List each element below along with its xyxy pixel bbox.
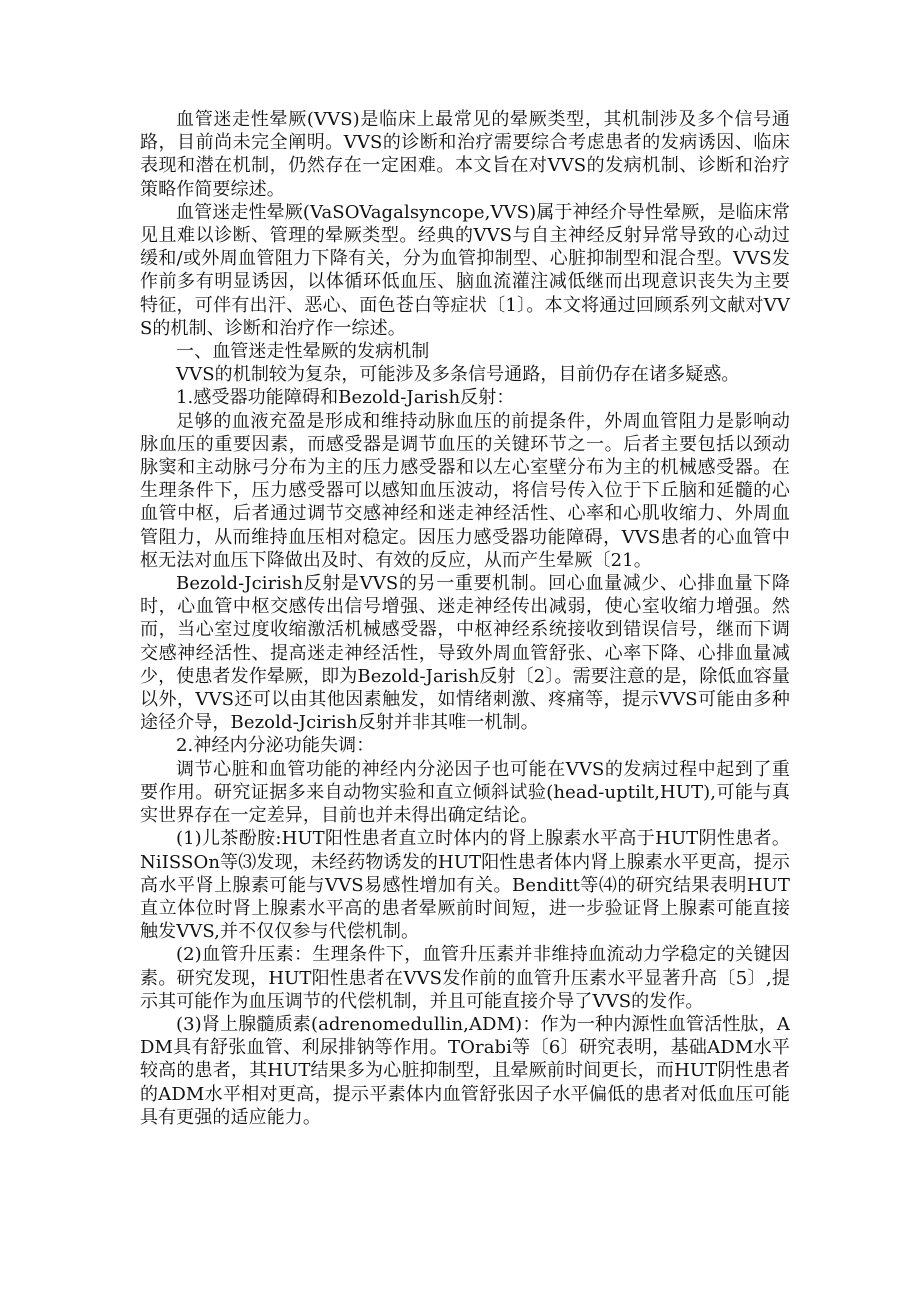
mechanism-intro-paragraph: VVS的机制较为复杂，可能涉及多条信号通路，目前仍存在诸多疑惑。 [176,364,740,386]
document-page [140,108,790,1129]
adrenomedullin-paragraph: (3)肾上腺髓质素(adrenomedullin,ADM)：作为一种内源性血管活性肽，ADM具有舒张血管、利尿排钠等作用。TOrabi等〔6〕研究表明，基础ADM水平较高的患者，其HUT结果多为心脏抑制型，且晕厥前时间更长，而HUT阴性患者的ADM水平相对更高，提示平素体内血管舒张因子水平偏低的患者对低血压可能具有更强的适应能力。 [140,1013,790,1128]
subsection-heading-receptor: 1.感受器功能障碍和Bezold-Jarish反射： [176,387,515,409]
definition-paragraph: 血管迷走性晕厥(VaSOVagalsyncope,VVS)属于神经介导性晕厥，是临床常见且难以诊断、管理的晕厥类型。经典的VVS与自主神经反射异常导致的心动过缓和/或外周血管阻力下降有关，分为血管抑制型、心脏抑制型和混合型。VVS发作前多有明显诱因，以体循环低血压、脑血流灌注减低继而出现意识丧失为主要特征，可伴有出汗、恶心、面色苍白等症状〔1〕。本文将通过回顾系列文献对VVS的机制、诊断和治疗作一综述。 [140,201,790,339]
catecholamine-paragraph: (1)儿茶酚胺:HUT阳性患者直立时体内的肾上腺素水平高于HUT阴性患者。NiISSOn等⑶发现，未经药物诱发的HUT阳性患者体内肾上腺素水平更高，提示高水平肾上腺素可能与VVS易感性增加有关。Benditt等⑷的研究结果表明HUT直立体位时肾上腺素水平高的患者晕厥前时间短，进一步验证肾上腺素可能直接触发VVS,并不仅仅参与代偿机制。 [140,828,790,943]
section-heading-mechanism: 一、血管迷走性晕厥的发病机制 [176,341,430,363]
intro-paragraph: 血管迷走性晕厥(VVS)是临床上最常见的晕厥类型，其机制涉及多个信号通路，目前尚未完全阐明。VVS的诊断和治疗需要综合考虑患者的发病诱因、临床表现和潜在机制，仍然存在一定困难。本文旨在对VVS的发病机制、诊断和治疗策略作简要综述。 [140,109,790,200]
subsection-heading-neuroendocrine: 2.神经内分泌功能失调： [176,735,375,757]
receptor-paragraph: 足够的血液充盈是形成和维持动脉血压的前提条件，外周血管阻力是影响动脉血压的重要因素，而感受器是调节血压的关键环节之一。后者主要包括以颈动脉窦和主动脉弓分布为主的压力感受器和以左心室壁分布为主的机械感受器。在生理条件下，压力感受器可以感知血压波动，将信号传入位于下丘脑和延髓的心血管中枢，后者通过调节交感神经和迷走神经活性、心率和心肌收缩力、外周血管阻力，从而维持血压相对稳定。因压力感受器功能障碍，VVS患者的心血管中枢无法对血压下降做出及时、有效的反应，从而产生晕厥〔21。 [140,410,790,571]
vasopressin-paragraph: (2)血管升压素：生理条件下，血管升压素并非维持血流动力学稳定的关键因素。研究发现，HUT阳性患者在VVS发作前的血管升压素水平显著升高〔5〕,提示其可能作为血压调节的代偿机制，并且可能直接介导了VVS的发作。 [140,944,790,1012]
neuroendocrine-intro-paragraph: 调节心脏和血管功能的神经内分泌因子也可能在VVS的发病过程中起到了重要作用。研究证据多来自动物实验和直立倾斜试验(head-uptilt,HUT),可能与真实世界存在一定差异，目前也并未得出确定结论。 [140,758,790,827]
bezold-jarish-paragraph: Bezold-Jcirish反射是VVS的另一重要机制。回心血量减少、心排血量下降时，心血管中枢交感传出信号增强、迷走神经传出减弱，使心室收缩力增强。然而，当心室过度收缩激活机械感受器，中枢神经系统接收到错误信号，继而下调交感神经活性、提高迷走神经活性，导致外周血管舒张、心率下降、心排血量减少，使患者发作晕厥，即为Bezold-Jarish反射〔2〕。需要注意的是，除低血容量以外，VVS还可以由其他因素触发，如情绪刺激、疼痛等，提示VVS可能由多种途径介导，Bezold-Jcirish反射并非其唯一机制。 [140,573,790,734]
